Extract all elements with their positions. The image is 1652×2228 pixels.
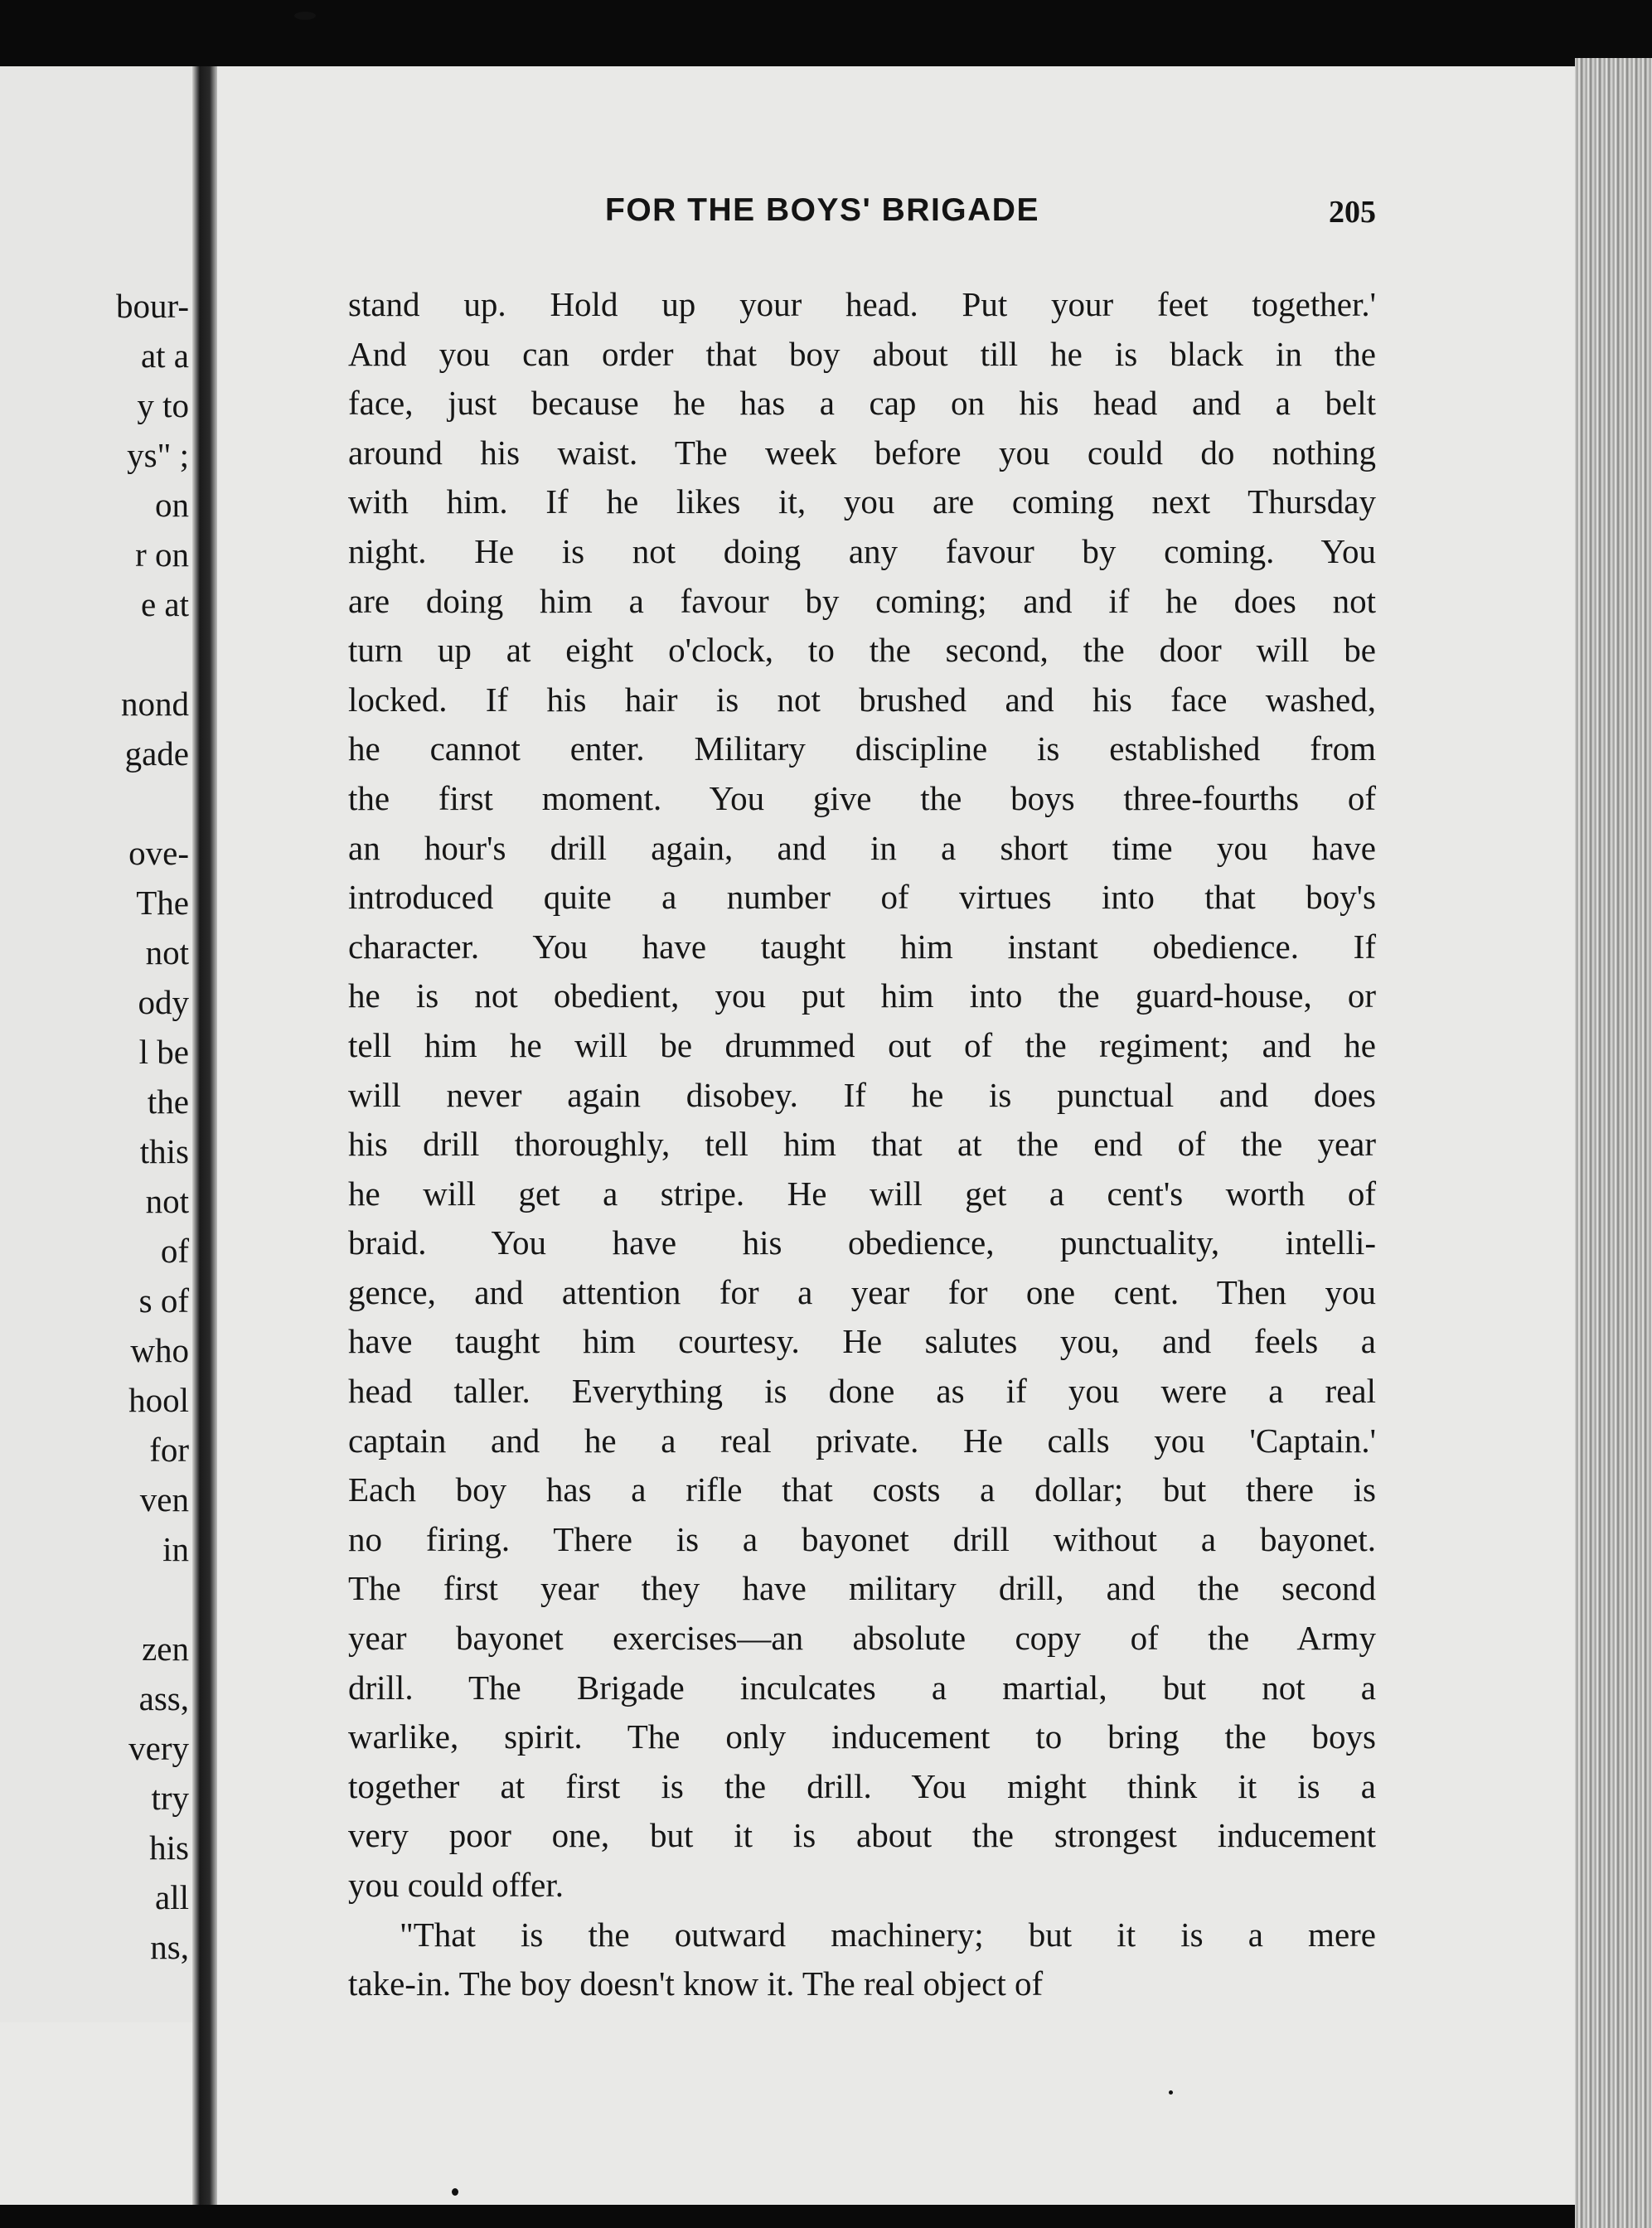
text-line: take-in. The boy doesn't know it. The real object of xyxy=(348,1964,1044,2003)
left-page-line: e at xyxy=(140,585,189,623)
text-line: you could offer. xyxy=(348,1866,564,1904)
text-line: tell him he will be drummed out of the regiment; and he xyxy=(348,1025,1376,1064)
text-line: an hour's drill again, and in a short time you have xyxy=(348,828,1376,867)
running-head: FOR THE BOYS' BRIGADE xyxy=(605,192,1039,228)
text-line: And you can order that boy about till he is black in the xyxy=(348,334,1376,373)
left-page-line: not xyxy=(145,1182,189,1220)
text-line: character. You have taught him instant obedience. If xyxy=(348,927,1376,966)
text-line: year bayonet exercises—an absolute copy of the Army xyxy=(348,1619,1376,1658)
left-page-line: The xyxy=(136,884,189,922)
left-page-line: the xyxy=(147,1083,189,1121)
left-page-line: ven xyxy=(139,1480,189,1518)
text-line: are doing him a favour by coming; and if he does not xyxy=(348,581,1376,620)
text-line: his drill thoroughly, tell him that at the end of the year xyxy=(348,1125,1376,1164)
left-page-line: ys" ; xyxy=(127,436,189,474)
text-line: Each boy has a rifle that costs a dollar; but there is xyxy=(348,1470,1376,1509)
left-page-line: bour- xyxy=(116,287,189,325)
text-line: "That is the outward machinery; but it is a mere xyxy=(400,1915,1376,1954)
left-page-line: l be xyxy=(138,1033,189,1071)
left-page-line: r on xyxy=(135,535,189,574)
left-page-text-fragments xyxy=(0,66,192,2022)
left-page-line: ody xyxy=(138,983,189,1021)
page-edges-stack xyxy=(1575,58,1652,2228)
text-line: with him. If he likes it, you are coming next Thursday xyxy=(348,482,1376,521)
left-page-line: very xyxy=(128,1729,189,1767)
left-page-line: nond xyxy=(121,685,189,723)
text-line: The first year they have military drill, and the second xyxy=(348,1569,1376,1608)
left-page-line: try xyxy=(151,1779,189,1817)
text-line: night. He is not doing any favour by coming. You xyxy=(348,531,1376,570)
left-page-line: at a xyxy=(140,337,189,375)
text-line: together at first is the drill. You might think it is a xyxy=(348,1766,1376,1805)
text-line: turn up at eight o'clock, to the second, the door will be xyxy=(348,631,1376,670)
text-line: gence, and attention for a year for one cent. Then you xyxy=(348,1272,1376,1311)
text-line: stand up. Hold up your head. Put your feet together.' xyxy=(348,285,1376,323)
text-line: no firing. There is a bayonet drill without a bayonet. xyxy=(348,1519,1376,1558)
text-line: introduced quite a number of virtues into that boy's xyxy=(348,878,1376,917)
left-page-line: who xyxy=(130,1331,189,1369)
text-line: very poor one, but it is about the strongest inducement xyxy=(348,1816,1376,1855)
left-page-line: for xyxy=(149,1431,189,1469)
left-page-line: y to xyxy=(137,386,189,424)
left-page-line: ns, xyxy=(150,1928,189,1966)
left-page-line: on xyxy=(155,486,189,524)
text-line: face, just because he has a cap on his head and a belt xyxy=(348,384,1376,423)
page-header xyxy=(348,192,1376,242)
text-line: warlike, spirit. The only inducement to bring the boys xyxy=(348,1717,1376,1756)
left-page-line: zen xyxy=(142,1630,189,1668)
ink-speck xyxy=(294,12,316,20)
left-page-line: of xyxy=(160,1232,189,1270)
ink-speck xyxy=(1169,2090,1173,2095)
text-line: have taught him courtesy. He salutes you, and feels a xyxy=(348,1322,1376,1361)
left-page-line: in xyxy=(162,1530,189,1568)
left-page-line: ove- xyxy=(128,834,189,872)
page-number: 205 xyxy=(1329,195,1376,230)
text-line: drill. The Brigade inculcates a martial, but not a xyxy=(348,1668,1376,1707)
left-page-line: all xyxy=(155,1878,189,1916)
left-page-line: not xyxy=(145,933,189,971)
text-line: he will get a stripe. He will get a cent's worth of xyxy=(348,1174,1376,1213)
text-line: braid. You have his obedience, punctuality, intelli- xyxy=(348,1223,1376,1262)
text-line: captain and he a real private. He calls you 'Captain.' xyxy=(348,1421,1376,1460)
text-line: he cannot enter. Military discipline is established from xyxy=(348,729,1376,768)
left-page-line: hool xyxy=(128,1381,189,1419)
text-line: the first moment. You give the boys three-fourths of xyxy=(348,778,1376,817)
text-line: he is not obedient, you put him into the guard-house, or xyxy=(348,976,1376,1015)
ink-speck xyxy=(452,2188,458,2196)
left-page-edge xyxy=(0,66,192,2022)
left-page-line: ass, xyxy=(138,1679,189,1717)
left-page-line: this xyxy=(139,1132,189,1170)
text-line: will never again disobey. If he is punctual and does xyxy=(348,1075,1376,1114)
left-page-line: s of xyxy=(138,1281,189,1320)
left-page-line: his xyxy=(149,1828,189,1867)
left-page-line: gade xyxy=(124,734,189,773)
text-line: around his waist. The week before you could do nothing xyxy=(348,433,1376,472)
text-line: locked. If his hair is not brushed and his face washed, xyxy=(348,680,1376,719)
page-body-text xyxy=(348,280,1376,2009)
text-line: head taller. Everything is done as if you were a real xyxy=(348,1372,1376,1411)
book-gutter xyxy=(192,66,217,2205)
